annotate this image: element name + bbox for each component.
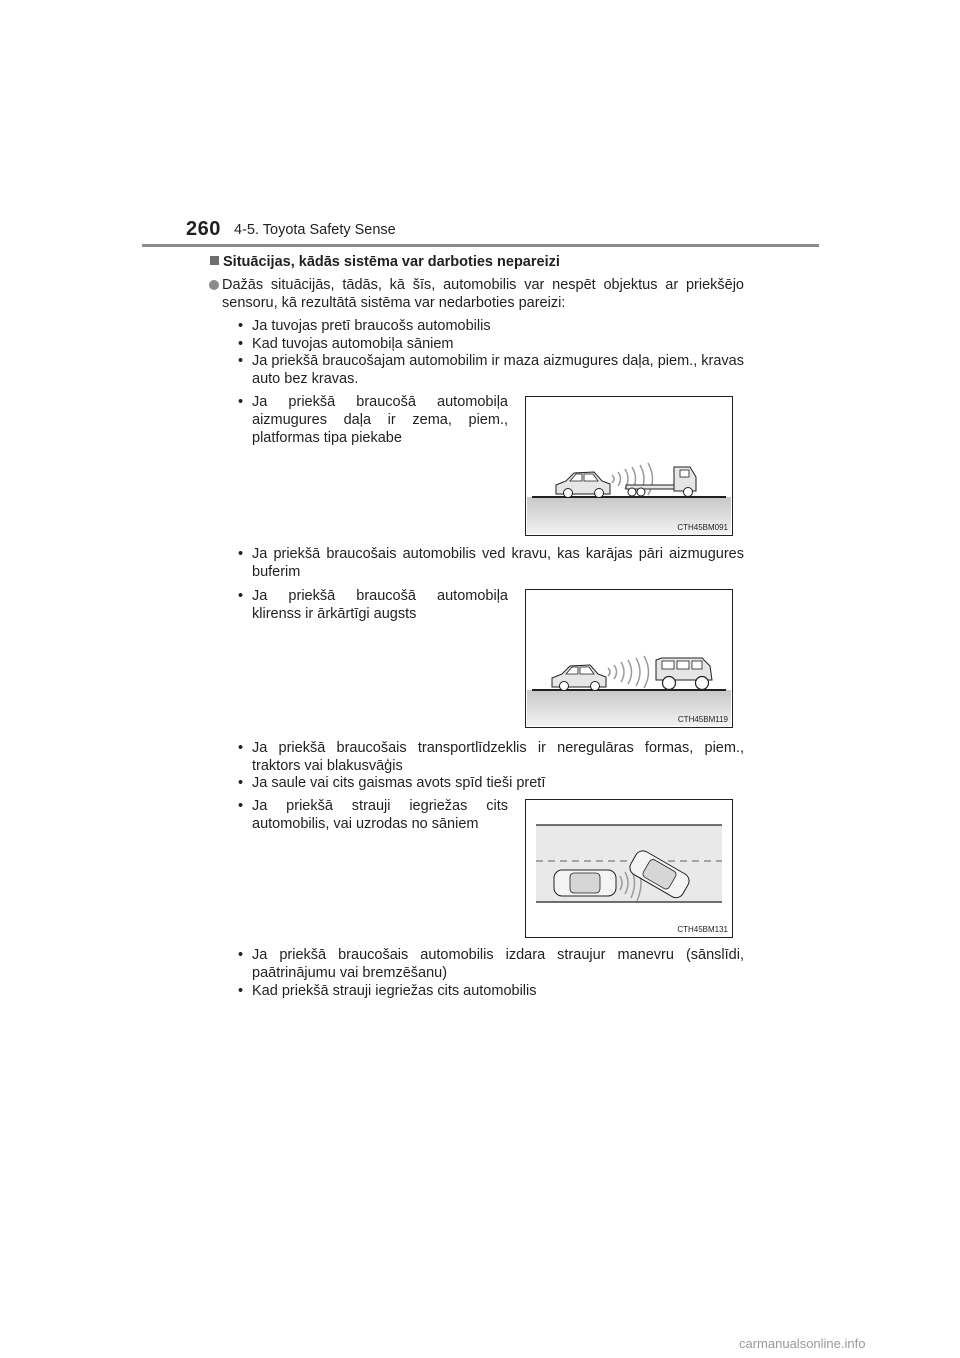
footer-watermark[interactable]: carmanualsonline.info [739, 1336, 866, 1351]
bullet-item: • Ja priekšā braucošā automobiļa aizmugures daļa ir zema, piem., platformas tipa piekabe [238, 394, 508, 446]
bullet-text: Ja priekšā strauji iegriežas cits automobilis, vai uzrodas no sāniem [252, 798, 508, 832]
bullet-item: • Ja priekšā braucošajam automobilim ir maza aizmugures daļa, piem., kravas auto bez kravas. [238, 353, 744, 387]
square-bullet-icon [210, 256, 219, 265]
figure-low-rear-trailer [525, 396, 733, 536]
high-clearance-illustration [526, 590, 732, 727]
bullet-text: Ja priekšā braucošais automobilis ved kravu, kas karājas pāri aizmugures buferim [252, 546, 744, 580]
intro-paragraph [222, 276, 744, 312]
bullet-item: • Kad priekšā strauji iegriežas cits automobilis [238, 983, 537, 999]
bullet-item: • Ja priekšā braucošā automobiļa klirenss ir ārkārtīgi augsts [238, 588, 508, 622]
bullet-item: • Kad tuvojas automobiļa sāniem [238, 336, 454, 352]
circle-bullet-icon [209, 280, 219, 290]
bullet-text: Ja tuvojas pretī braucošs automobilis [252, 318, 491, 334]
bullet-item: • Ja priekšā braucošais transportlīdzeklis ir neregulāras formas, piem., traktors vai blakusvāģis [238, 740, 744, 774]
bullet-text: Ja priekšā braucošā automobiļa aizmugures daļa ir zema, piem., platformas tipa piekabe [252, 394, 508, 446]
bullet-text: Ja priekšā braucošā automobiļa klirenss ir ārkārtīgi augsts [252, 588, 508, 622]
bullet-text: Ja priekšā braucošajam automobilim ir maza aizmugures daļa, piem., kravas auto bez kravas. [252, 353, 744, 387]
page-number: 260 [186, 218, 221, 240]
section-title: 4-5. Toyota Safety Sense [234, 222, 396, 238]
bullet-item: • Ja saule vai cits gaismas avots spīd tieši pretī [238, 775, 546, 791]
figure-high-clearance-vehicle [525, 589, 733, 728]
low-trailer-illustration [526, 397, 732, 535]
bullet-item: • Ja priekšā braucošais automobilis ved kravu, kas karājas pāri aizmugures buferim [238, 546, 744, 580]
figure-code: CTH45BM119 [677, 715, 728, 724]
bullet-item: • Ja tuvojas pretī braucošs automobilis [238, 318, 491, 334]
figure-code: CTH45BM091 [677, 523, 728, 532]
intro-text: Dažās situācijās, tādās, kā šīs, automobilis var nespēt objektus ar priekšējo sensoru, kā rezultātā sistēma var nedarboties pareizi: [222, 277, 744, 311]
bullet-text: Ja saule vai cits gaismas avots spīd tieši pretī [252, 775, 546, 791]
figure-code: CTH45BM131 [677, 925, 728, 934]
bullet-text: Kad priekšā strauji iegriežas cits automobilis [252, 983, 537, 999]
figure-cut-in-vehicle [525, 799, 733, 938]
bullet-text: Ja priekšā braucošais automobilis izdara straujur manevru (sānslīdi, paātrinājumu vai bremzēšanu) [252, 947, 744, 981]
bullet-text: Ja priekšā braucošais transportlīdzeklis ir neregulāras formas, piem., traktors vai blakusvāģis [252, 740, 744, 774]
bullet-item: • Ja priekšā strauji iegriežas cits automobilis, vai uzrodas no sāniem [238, 798, 508, 832]
bullet-text: Kad tuvojas automobiļa sāniem [252, 336, 454, 352]
cut-in-illustration [526, 800, 732, 937]
situations-heading [210, 254, 560, 270]
header-rule [142, 244, 819, 247]
heading-text: Situācijas, kādās sistēma var darboties nepareizi [223, 254, 560, 270]
bullet-item: • Ja priekšā braucošais automobilis izdara straujur manevru (sānslīdi, paātrinājumu vai bremzēšanu) [238, 947, 744, 981]
